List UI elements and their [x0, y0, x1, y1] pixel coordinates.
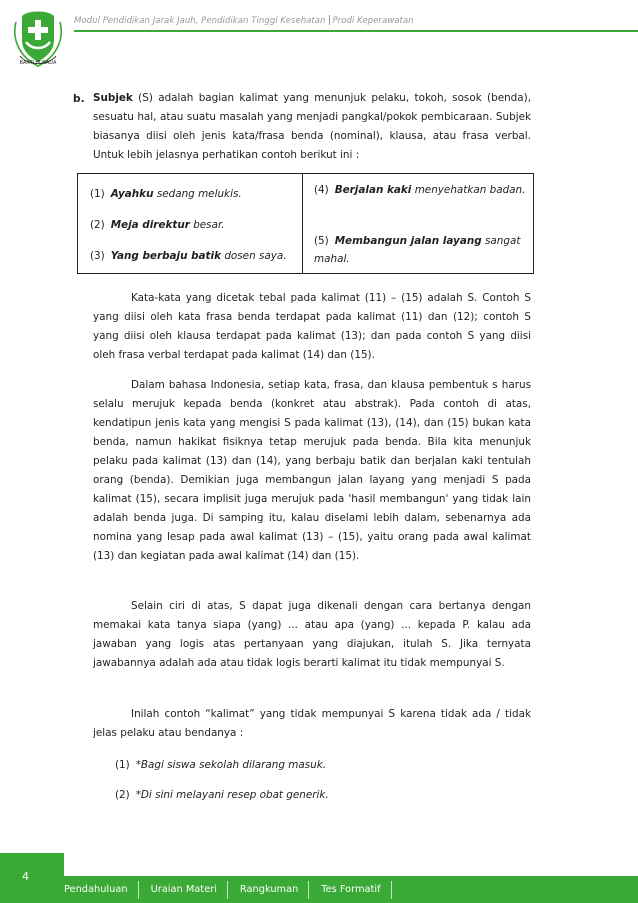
header-title — [74, 15, 414, 26]
paragraph-2: Dalam bahasa Indonesia, setiap kata, frasa, dan klausa pembentuk s harus selalu merujuk kepada benda (konkret atau abstrak). Pada contoh di atas, kendatipun jenis kata yang mengisi S pada kalimat (13), (14), dan (15) bukan kata benda, namun hakikat fisiknya tetap merujuk pada benda. Bila kita menunjuk pelaku pada kalimat (13) dan (14), yang berbaju batik dan berjalan kaki tentulah orang (benda). Demikian juga membangun jalan layang yang menjadi S pada kalimat (15), secara implisit juga merujuk pada 'hasil membangun' yang tidak lain adalah benda juga. Di samping itu, kalau diselami lebih dalam, sebenarnya ada nomina yang lesap pada awal kalimat (13) – (15), yaitu orang pada awal kalimat (13) dan kegiatan pada awal kalimat (14) dan (15). — [93, 379, 531, 562]
module-title: Modul Pendidikan Jarak Jauh, Pendidikan Tinggi Kesehatan — [74, 16, 326, 26]
bakti-husada-logo — [10, 8, 66, 70]
list-item-1: (1) *Bagi siswa sekolah dilarang masuk. — [115, 759, 327, 771]
example-3: (3) Yang berbaju batik dosen saya. — [90, 250, 287, 262]
footer-nav — [64, 881, 392, 899]
example-1: (1) Ayahku sedang melukis. — [90, 188, 242, 200]
list-item-2: (2) *Di sini melayani resep obat generik. — [115, 789, 329, 801]
header-rule — [74, 30, 638, 32]
examples-table — [77, 173, 534, 274]
example-5: (5) Membangun jalan layang sangat mahal. — [314, 235, 521, 265]
paragraph-1: Kata-kata yang dicetak tebal pada kalimat (11) – (15) adalah S. Contoh S yang diisi oleh kata frasa benda terdapat pada kalimat (11) dan (12); contoh S yang diisi oleh klausa terdapat pada kalimat (13); dan pada contoh S yang diisi oleh frasa verbal terdapat pada kalimat (14) dan (15). — [93, 292, 531, 361]
logo-text: BAKTI HUSADA — [19, 60, 57, 66]
section-b-term: Subjek — [93, 92, 133, 104]
header-separator — [329, 15, 330, 25]
example-4: (4) Berjalan kaki menyehatkan badan. — [314, 184, 526, 196]
nav-tes-formatif[interactable]: Tes Formatif — [309, 881, 391, 899]
paragraph-4: Inilah contoh “kalimat” yang tidak mempunyai S karena tidak ada / tidak jelas pelaku atau bendanya : — [93, 708, 531, 739]
program-name: Prodi Keperawatan — [332, 16, 414, 26]
nav-rangkuman[interactable]: Rangkuman — [228, 881, 309, 899]
section-b-paragraph — [93, 89, 531, 165]
table-divider — [302, 174, 303, 273]
section-b-text: (S) adalah bagian kalimat yang menunjuk pelaku, tokoh, sosok (benda), sesuatu hal, atau suatu masalah yang menjadi pangkal/pokok pembicaraan. Subjek biasanya diisi oleh jenis kata/frasa benda (nominal), klausa, atau frasa verbal. Untuk lebih jelasnya perhatikan contoh berikut ini : — [93, 92, 531, 161]
nav-uraian-materi[interactable]: Uraian Materi — [139, 881, 228, 899]
section-b-label: b. — [73, 93, 85, 105]
paragraph-3: Selain ciri di atas, S dapat juga dikenali dengan cara bertanya dengan memakai kata tanya siapa (yang) ... atau apa (yang) ... kepada P. kalau ada jawaban yang logis atas pertanyaan yang diajukan, itulah S. Jika ternyata jawabannya adalah ada atau tidak logis berarti kalimat itu tidak mempunyai S. — [93, 600, 531, 669]
page-number: 4 — [22, 870, 29, 883]
nav-pendahuluan[interactable]: Pendahuluan — [64, 881, 139, 899]
example-2: (2) Meja direktur besar. — [90, 219, 225, 231]
